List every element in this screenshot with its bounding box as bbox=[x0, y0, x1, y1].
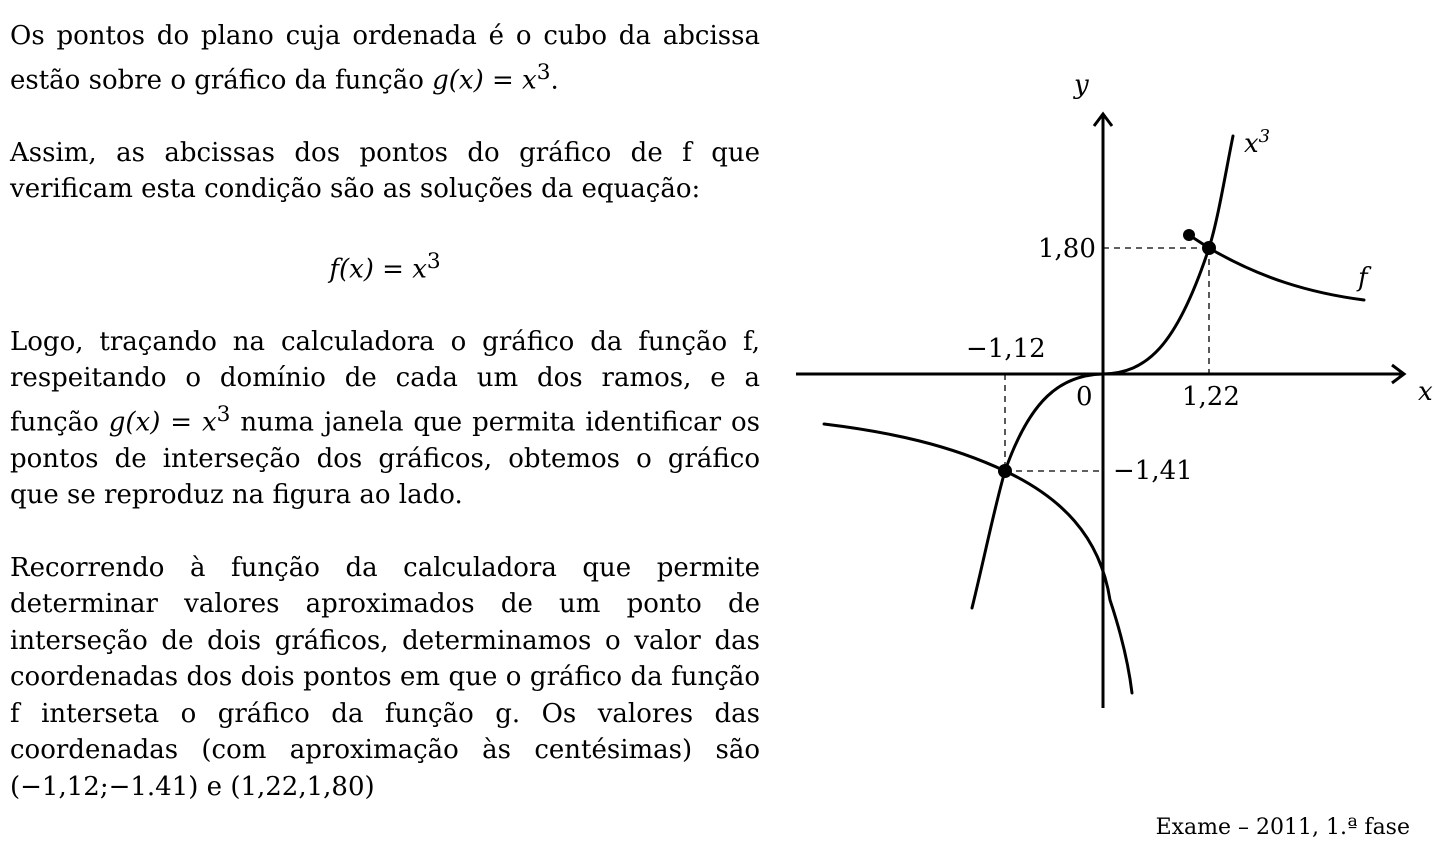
origin-label: 0 bbox=[1076, 382, 1093, 412]
y-axis-label: y bbox=[1074, 70, 1089, 100]
f-curve-label: f bbox=[1358, 263, 1368, 293]
f-left-branch bbox=[824, 424, 1132, 693]
open-endpoint bbox=[1183, 229, 1195, 241]
intersection-point-positive bbox=[1202, 241, 1216, 255]
function-graph bbox=[790, 60, 1440, 720]
tick-label-y-neg-1-41: −1,41 bbox=[1113, 456, 1193, 486]
solution-text bbox=[10, 18, 760, 841]
paragraph-4: Recorrendo à função da calculadora que permite determinar valores aproximados de um ponto de interseção de dois gráficos, determinamos o valor das coordenadas dos dois pontos em que o gráfico da função f interseta o gráfico da função g. Os valores das coordenadas (com aproximação às centésimas) são (−1,12;−1.41) e (1,22,1,80) bbox=[10, 552, 760, 802]
intersection-point-negative bbox=[998, 464, 1012, 478]
paragraph-2: Assim, as abcissas dos pontos do gráfico de f que verificam esta condição são as soluções da equação: bbox=[10, 137, 760, 205]
tick-label-y-1-80: 1,80 bbox=[1038, 234, 1096, 264]
tick-label-x-neg-1-12: −1,12 bbox=[966, 334, 1046, 364]
tick-label-x-1-22: 1,22 bbox=[1182, 382, 1240, 412]
paragraph-1: Os pontos do plano cuja ordenada é o cubo da abcissa estão sobre o gráfico da função $g(x) = x^3$. bbox=[10, 21, 760, 96]
paragraph-3: Logo, traçando na calculadora o gráfico da função f, respeitando o domínio de cada um dos ramos, e a função $g(x) = x^3$ numa janela que permita identificar os pontos de interseção dos gráficos, obtemos o gráfico que se reproduz na figura ao lado. bbox=[10, 326, 761, 511]
exam-source: Exame – 2011, 1.ª fase bbox=[1155, 815, 1410, 840]
g-definition: g(x) = x bbox=[432, 65, 537, 96]
f-right-branch bbox=[1189, 235, 1364, 300]
equation: $f(x) = x^3$ bbox=[329, 248, 441, 285]
cube-curve-label: $x^3$ bbox=[1244, 126, 1271, 159]
x-axis-label: x bbox=[1418, 377, 1433, 407]
